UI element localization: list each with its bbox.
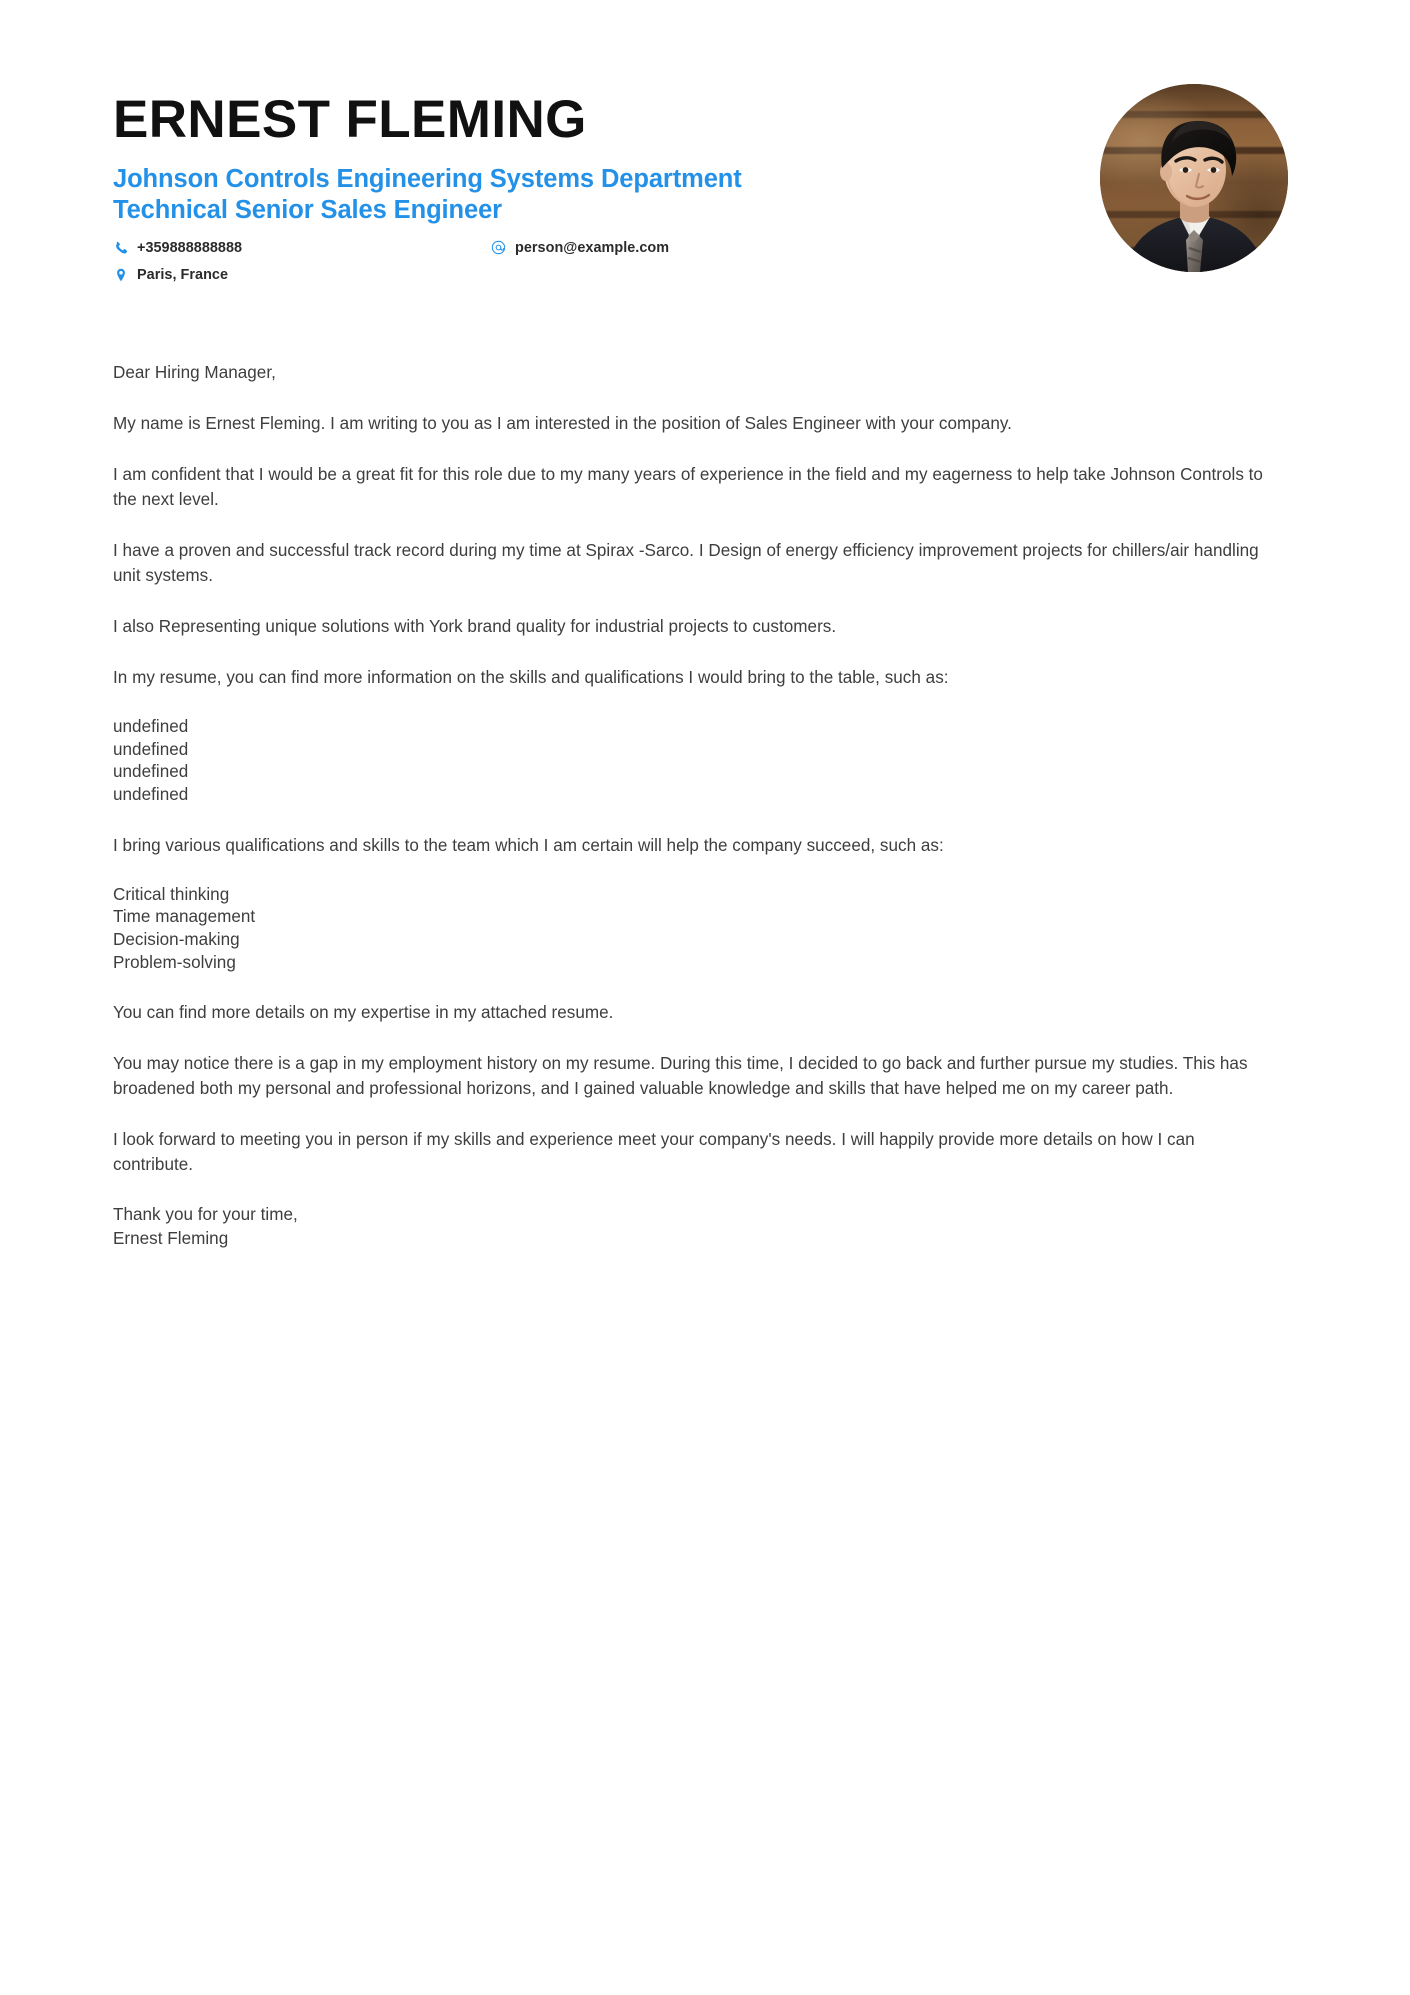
paragraph-intro: My name is Ernest Fleming. I am writing to you as I am interested in the position of Sales Engineer with your company. [113,413,1012,433]
contact-row-2 [113,267,913,287]
profile-photo [1100,84,1288,272]
location-icon [113,267,128,282]
salutation: Dear Hiring Manager, [113,362,276,382]
contact-details [113,240,913,287]
signature-name: Ernest Fleming [113,1228,229,1248]
signature-block [113,1203,1300,1250]
photo-person [1100,84,1288,272]
qualifications-list [113,716,1300,807]
list-item: undefined [113,762,189,782]
qualifications-intro: In my resume, you can find more information on the skills and qualifications I would bring to the table, such as: [113,668,949,688]
list-item: Critical thinking [113,884,230,904]
applicant-name: ERNEST FLEMING [113,90,587,149]
phone-number: +359888888888 [137,239,243,256]
paragraph-fit: I am confident that I would be a great fit for this role due to my many years of experience in the field and my eagerness to help take Johnson Controls to the next level. [113,464,1263,509]
letter-header [0,0,1410,294]
contact-location[interactable] [113,267,491,283]
skills-intro: I bring various qualifications and skills to the team which I am certain will help the company succeed, such as: [113,835,944,855]
list-item: undefined [113,717,189,737]
header-text-block [113,78,1013,294]
email-icon [491,240,506,255]
applicant-job-title: Johnson Controls Engineering Systems Department Technical Senior Sales Engineer [113,164,742,224]
email-address: person@example.com [515,239,670,256]
list-item: undefined [113,785,189,805]
list-item: Decision-making [113,929,240,949]
paragraph-employment-gap: You may notice there is a gap in my employment history on my resume. During this time, I decided to go back and further pursue my studies. This has broadened both my personal and professional horizons, and I gained valuable knowledge and skills that have helped me on my career path. [113,1054,1248,1099]
signoff-text: Thank you for your time, [113,1205,298,1225]
contact-phone[interactable] [113,240,491,256]
paragraph-attached-resume: You can find more details on my expertise in my attached resume. [113,1003,614,1023]
paragraph-solutions: I also Representing unique solutions with York brand quality for industrial projects to customers. [113,617,837,637]
list-item: Problem-solving [113,952,236,972]
list-item: Time management [113,907,256,927]
skills-list [113,884,1300,975]
list-item: undefined [113,739,189,759]
contact-row-1 [113,240,913,260]
location-text: Paris, France [137,266,229,283]
contact-email[interactable] [491,240,669,256]
phone-icon [113,240,128,255]
paragraph-look-forward: I look forward to meeting you in person if my skills and experience meet your company's needs. I will happily provide more details on how I can contribute. [113,1130,1195,1175]
letter-body [0,360,1410,1250]
paragraph-track-record: I have a proven and successful track record during my time at Spirax -Sarco. I Design of energy efficiency improvement projects for chillers/air handling unit systems. [113,540,1259,586]
